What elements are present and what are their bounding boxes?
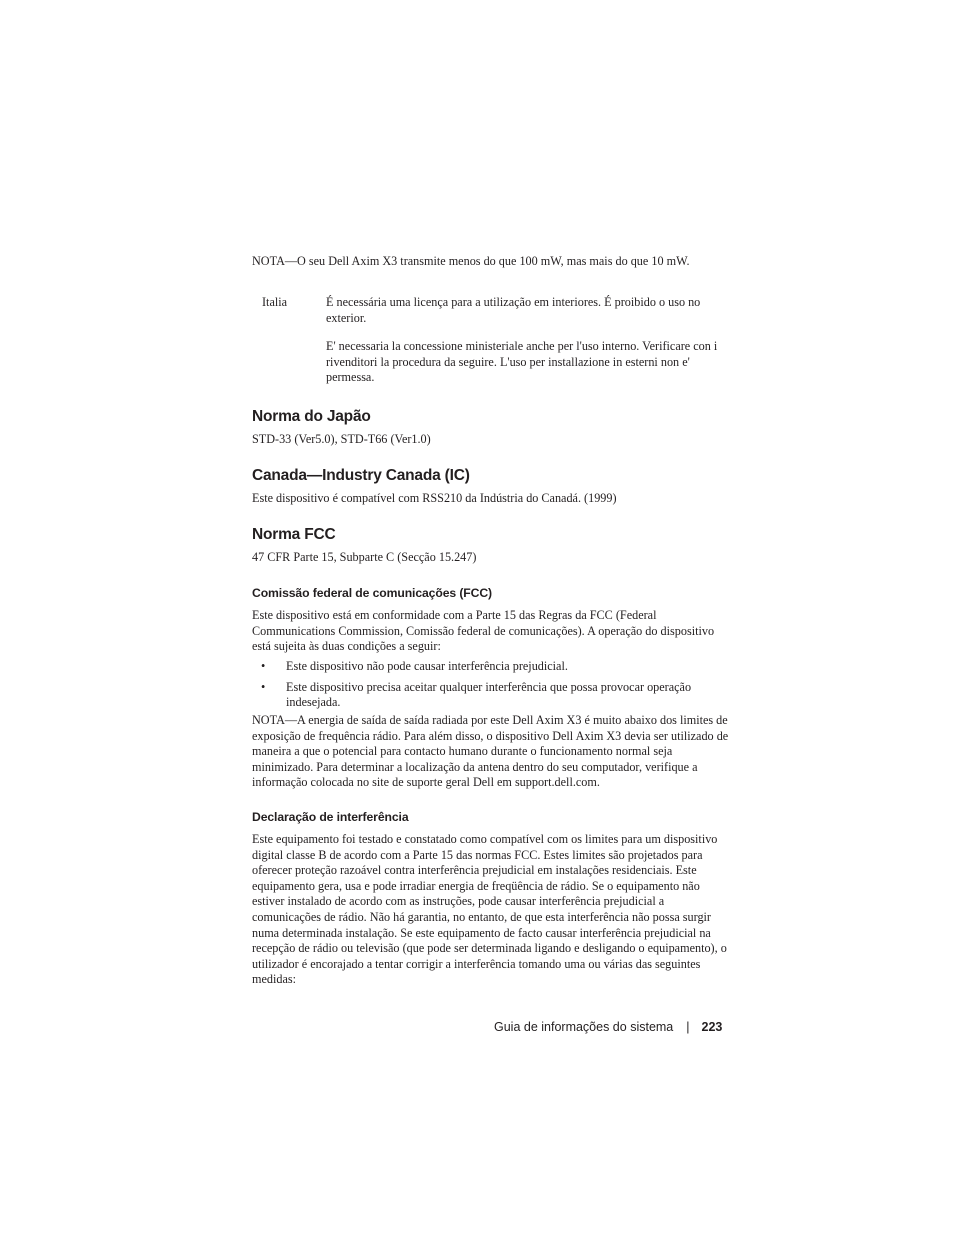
heading-interference: Declaração de interferência (252, 810, 409, 824)
canada-text: Este dispositivo é compatível com RSS210 da Indústria do Canadá. (1999) (252, 491, 617, 505)
interference-text: Este equipamento foi testado e constatado como compatível com os limites para um dispositivo digital classe B de acordo com a Parte 15 das normas FCC. Estes limites são projetados para oferecer proteção razoável contra interferência prejudicial em instalações residenciais. Este equipamento gera, usa e pode irradiar energia de freqüência de rádio. Se o equipamento não estiver instalado de acordo com as instruções, pode causar interferência prejudicial a comunicações de rádio. Não há garantia, no entanto, de que esta interferência não possa surgir numa determinada instalação. Se este equipamento de facto causar interferência prejudicial na recepção de rádio ou televisão (que pode ser determinada ligando e desligando o equipamento), o utilizador é encorajado a tentar corrigir a interferência tomando uma ou várias das seguintes medidas: (252, 832, 727, 987)
commission-text: Este dispositivo está em conformidade com a Parte 15 das Regras da FCC (Federal Communications Commission, Comissão federal de comunicações). A operação do dispositivo está sujeita às duas condições a seguir: (252, 608, 715, 654)
japan-text: STD-33 (Ver5.0), STD-T66 (Ver1.0) (252, 432, 431, 446)
italia-label: Italia (262, 295, 288, 309)
heading-commission: Comissão federal de comunicações (FCC) (252, 586, 493, 600)
heading-canada: Canada—Industry Canada (IC) (252, 467, 470, 484)
footer-title: Guia de informações do sistema (494, 1020, 674, 1034)
list-item-text: Este dispositivo precisa aceitar qualquer interferência que possa provocar operação indesejada. (286, 679, 692, 710)
list-item (252, 680, 732, 711)
bullet-icon: • (261, 679, 266, 694)
page-footer (494, 1019, 722, 1035)
heading-japan: Norma do Japão (252, 408, 371, 425)
conditions-list (252, 659, 732, 716)
footer-separator: | (686, 1020, 690, 1034)
list-item-text: Este dispositivo não pode causar interferência prejudicial. (286, 659, 568, 673)
bullet-icon: • (261, 659, 266, 673)
fcc-text: 47 CFR Parte 15, Subparte C (Secção 15.247) (252, 550, 477, 564)
heading-fcc: Norma FCC (252, 526, 336, 543)
list-item (252, 659, 732, 675)
page-number: 223 (701, 1020, 723, 1034)
note-power: NOTA—O seu Dell Axim X3 transmite menos do que 100 mW, mas mais do que 10 mW. (252, 254, 690, 268)
italia-text-pt: É necessária uma licença para a utilização em interiores. É proibido o uso no exterior. (326, 295, 701, 325)
note-radiation: NOTA—A energia de saída de saída radiada por este Dell Axim X3 é muito abaixo dos limites de exposição de frequência rádio. Para além disso, o dispositivo Dell Axim X3 devia ser utilizado de maneira a que o potencial para contacto humano durante o funcionamento normal seja minimizado. Para determinar a localização da antena dentro do seu computador, verifique a informação colocada no site de suporte geral Dell em support.dell.com. (252, 713, 729, 790)
italia-text-it: E' necessaria la concessione ministeriale anche per l'uso interno. Verificare con i rivenditori la procedura da seguire. L'uso per installazione in esterni non e' permessa. (326, 339, 718, 385)
